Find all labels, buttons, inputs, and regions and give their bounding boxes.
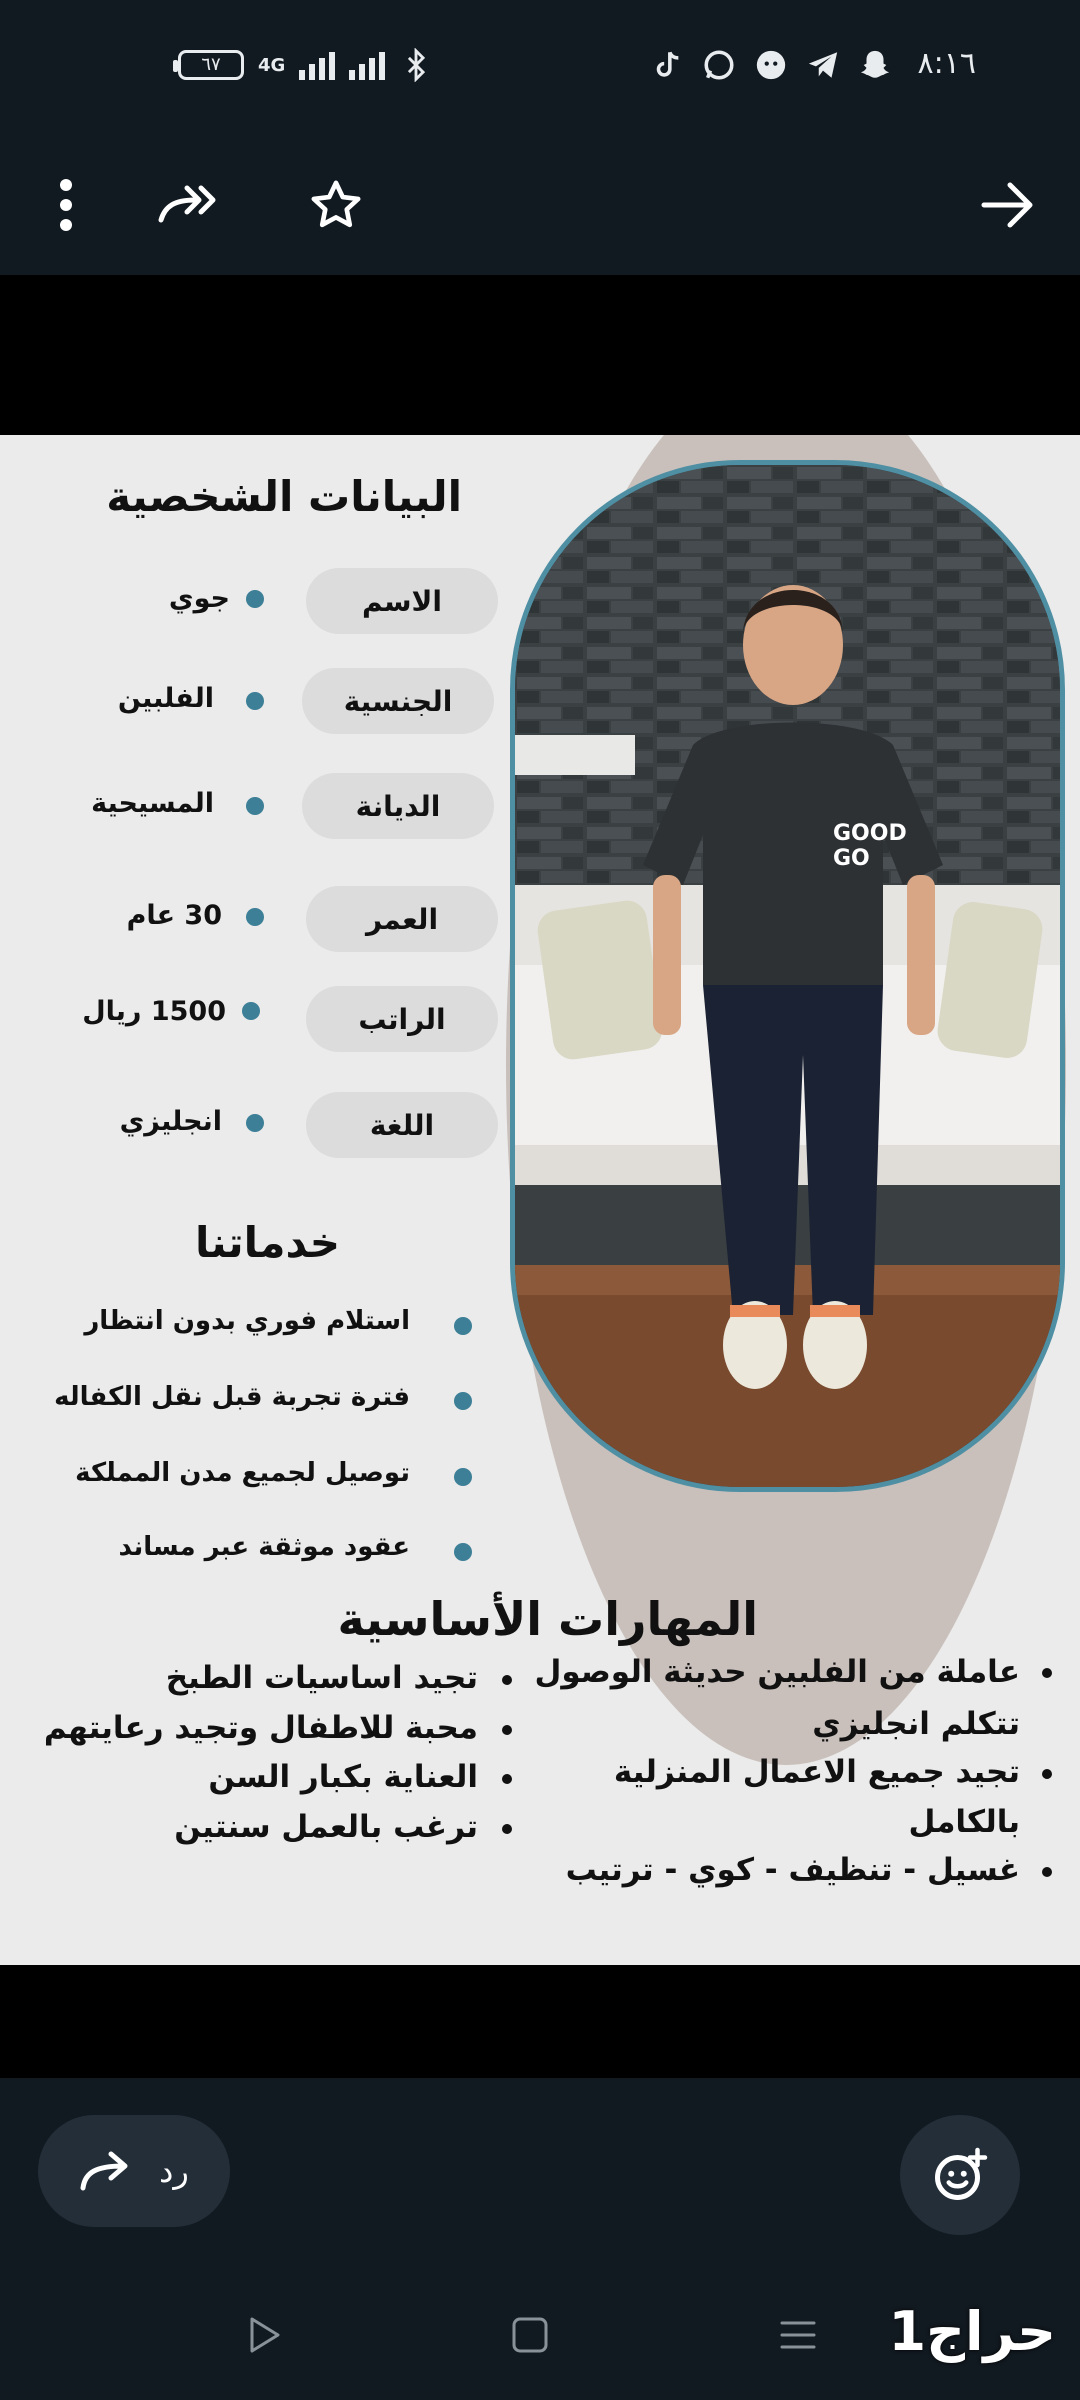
skill-item-continued: بالكامل [908, 1804, 1020, 1840]
reply-arrow-icon [79, 2148, 139, 2194]
field-value-nationality: الفلبين [117, 683, 214, 714]
nav-back-button[interactable] [234, 2305, 294, 2365]
field-value-religion: المسيحية [91, 788, 214, 819]
field-value-age: 30 عام [126, 900, 222, 931]
network-type: 4G [258, 54, 286, 76]
system-indicators [178, 48, 433, 82]
field-value-language: انجليزي [119, 1106, 222, 1137]
more-vert-icon [56, 177, 76, 233]
react-button[interactable] [900, 2115, 1020, 2235]
skill-item: تجيد اساسيات الطبخ [165, 1660, 478, 1696]
signal-icon [299, 50, 335, 80]
telegram-icon [806, 48, 840, 82]
shirt-logo: GOOD [833, 821, 907, 846]
clock: ٨:١٦ [917, 46, 976, 81]
nav-home-button[interactable] [500, 2305, 560, 2365]
star-icon [308, 177, 364, 233]
field-label-religion: الديانة [302, 773, 494, 839]
field-label-name: الاسم [306, 568, 498, 634]
skill-item: غسيل - تنظيف - كوي - ترتيب [565, 1852, 1020, 1888]
more-options-button[interactable] [26, 165, 106, 245]
nav-square-icon [510, 2315, 550, 2355]
field-label-salary: الراتب [306, 986, 498, 1052]
field-dot [246, 590, 264, 608]
skill-bullet [502, 1725, 512, 1735]
skill-bullet [502, 1824, 512, 1834]
signal-2-icon [349, 50, 385, 80]
haraj-watermark: حراج1 [888, 2300, 1056, 2363]
field-dot [246, 908, 264, 926]
service-dot [454, 1392, 472, 1410]
service-dot [454, 1468, 472, 1486]
notification-icons [650, 48, 892, 82]
field-dot [246, 797, 264, 815]
back-arrow-icon [980, 180, 1036, 230]
field-label-nationality: الجنسية [302, 668, 494, 734]
skill-item: ترغب بالعمل سنتين [174, 1809, 478, 1845]
field-dot [242, 1002, 260, 1020]
service-dot [454, 1317, 472, 1335]
nav-menu-icon [778, 2315, 818, 2355]
services-title: خدماتنا [195, 1218, 340, 1267]
skill-bullet [1042, 1769, 1052, 1779]
back-button[interactable] [968, 165, 1048, 245]
reply-button[interactable] [38, 2115, 230, 2227]
field-dot [246, 1114, 264, 1132]
svg-text:GO: GO [833, 846, 870, 871]
skill-item: العناية بكبار السن [208, 1759, 478, 1795]
star-button[interactable] [296, 165, 376, 245]
bluetooth-icon [399, 48, 433, 82]
worker-photo [510, 460, 1065, 1492]
viewer-toolbar [0, 135, 1080, 275]
snapchat-icon [858, 48, 892, 82]
field-value-name: جوي [168, 583, 230, 614]
service-item: عقود موثقة عبر مساند [118, 1532, 410, 1562]
service-item: توصيل لجميع مدن المملكة [75, 1458, 410, 1488]
service-item: استلام فوري بدون انتظار [84, 1306, 410, 1336]
nav-triangle-icon [244, 2315, 284, 2355]
skill-item: عاملة من الفلبين حديثة الوصول [534, 1654, 1020, 1690]
forward-button[interactable] [150, 165, 230, 245]
service-item: فترة تجربة قبل نقل الكفاله [54, 1382, 410, 1412]
status-bar [0, 0, 1080, 135]
field-value-salary: 1500 ريال [82, 996, 226, 1027]
battery-level: ٦٧ [201, 54, 221, 75]
skill-bullet [502, 1774, 512, 1784]
personal-info-title: البيانات الشخصية [106, 472, 462, 521]
service-dot [454, 1543, 472, 1561]
field-label-age: العمر [306, 886, 498, 952]
battery-icon [178, 50, 244, 80]
forward-icon [157, 180, 223, 230]
skill-bullet [502, 1675, 512, 1685]
haraj-icon [754, 48, 788, 82]
add-reaction-icon [930, 2145, 990, 2205]
image-letterbox-top [0, 275, 1080, 435]
field-dot [246, 692, 264, 710]
nav-recents-button[interactable] [768, 2305, 828, 2365]
skills-title: المهارات الأساسية [337, 1592, 758, 1646]
skill-item-continued: تتكلم انجليزي [812, 1706, 1020, 1742]
skill-bullet [1042, 1867, 1052, 1877]
reply-label: رد [159, 2152, 189, 2190]
whatsapp-icon [702, 48, 736, 82]
image-letterbox-bottom [0, 1965, 1080, 2078]
worker-photo-illustration [515, 465, 1065, 1492]
tiktok-icon [650, 48, 684, 82]
field-label-language: اللغة [306, 1092, 498, 1158]
skill-item: تجيد جميع الاعمال المنزلية [613, 1754, 1020, 1790]
skill-bullet [1042, 1668, 1052, 1678]
skill-item: محبة للاطفال وتجيد رعايتهم [43, 1710, 478, 1746]
